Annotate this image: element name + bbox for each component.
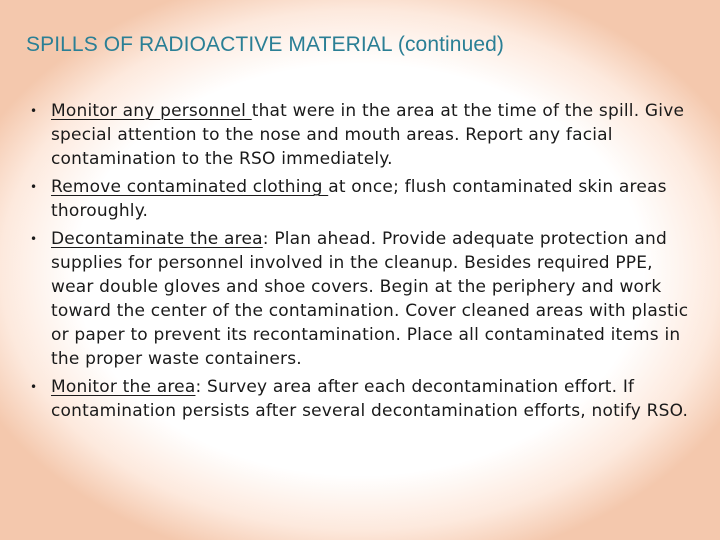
bullet-list: [30, 99, 690, 427]
bullet-icon: •: [30, 180, 38, 194]
bullet-text: : Plan ahead. Provide adequate protection and supplies for personnel involved in the cleanup. Besides required PPE, wear double gloves and shoe covers. Begin at the periphery and work toward the center of the contamination. Cover cleaned areas with plastic or paper to prevent its recontamination. Place all contaminated items in the proper waste containers.: [51, 229, 689, 369]
bullet-lead: Monitor any personnel: [51, 101, 252, 121]
slide-title: SPILLS OF RADIOACTIVE MATERIAL (continued): [26, 33, 505, 56]
bullet-text: : Survey area after each decontamination effort. If contamination persists after several decontamination efforts, notify RSO.: [51, 377, 689, 421]
bullet-icon: •: [30, 380, 38, 394]
bullet-text: at once; flush contaminated skin areas thoroughly.: [51, 177, 667, 221]
bullet-item-decontaminate-area: [30, 227, 690, 371]
bullet-item-monitor-personnel: [30, 99, 690, 171]
bullet-lead: Decontaminate the area: [51, 229, 263, 249]
bullet-icon: •: [30, 232, 38, 246]
bullet-lead: Monitor the area: [51, 377, 196, 397]
bullet-item-monitor-area: [30, 375, 690, 423]
bullet-item-remove-clothing: [30, 175, 690, 223]
bullet-lead: Remove contaminated clothing: [51, 177, 329, 197]
bullet-text: that were in the area at the time of the spill. Give special attention to the nose and mouth areas. Report any facial contamination to the RSO immediately.: [51, 101, 685, 169]
bullet-icon: •: [30, 104, 38, 118]
